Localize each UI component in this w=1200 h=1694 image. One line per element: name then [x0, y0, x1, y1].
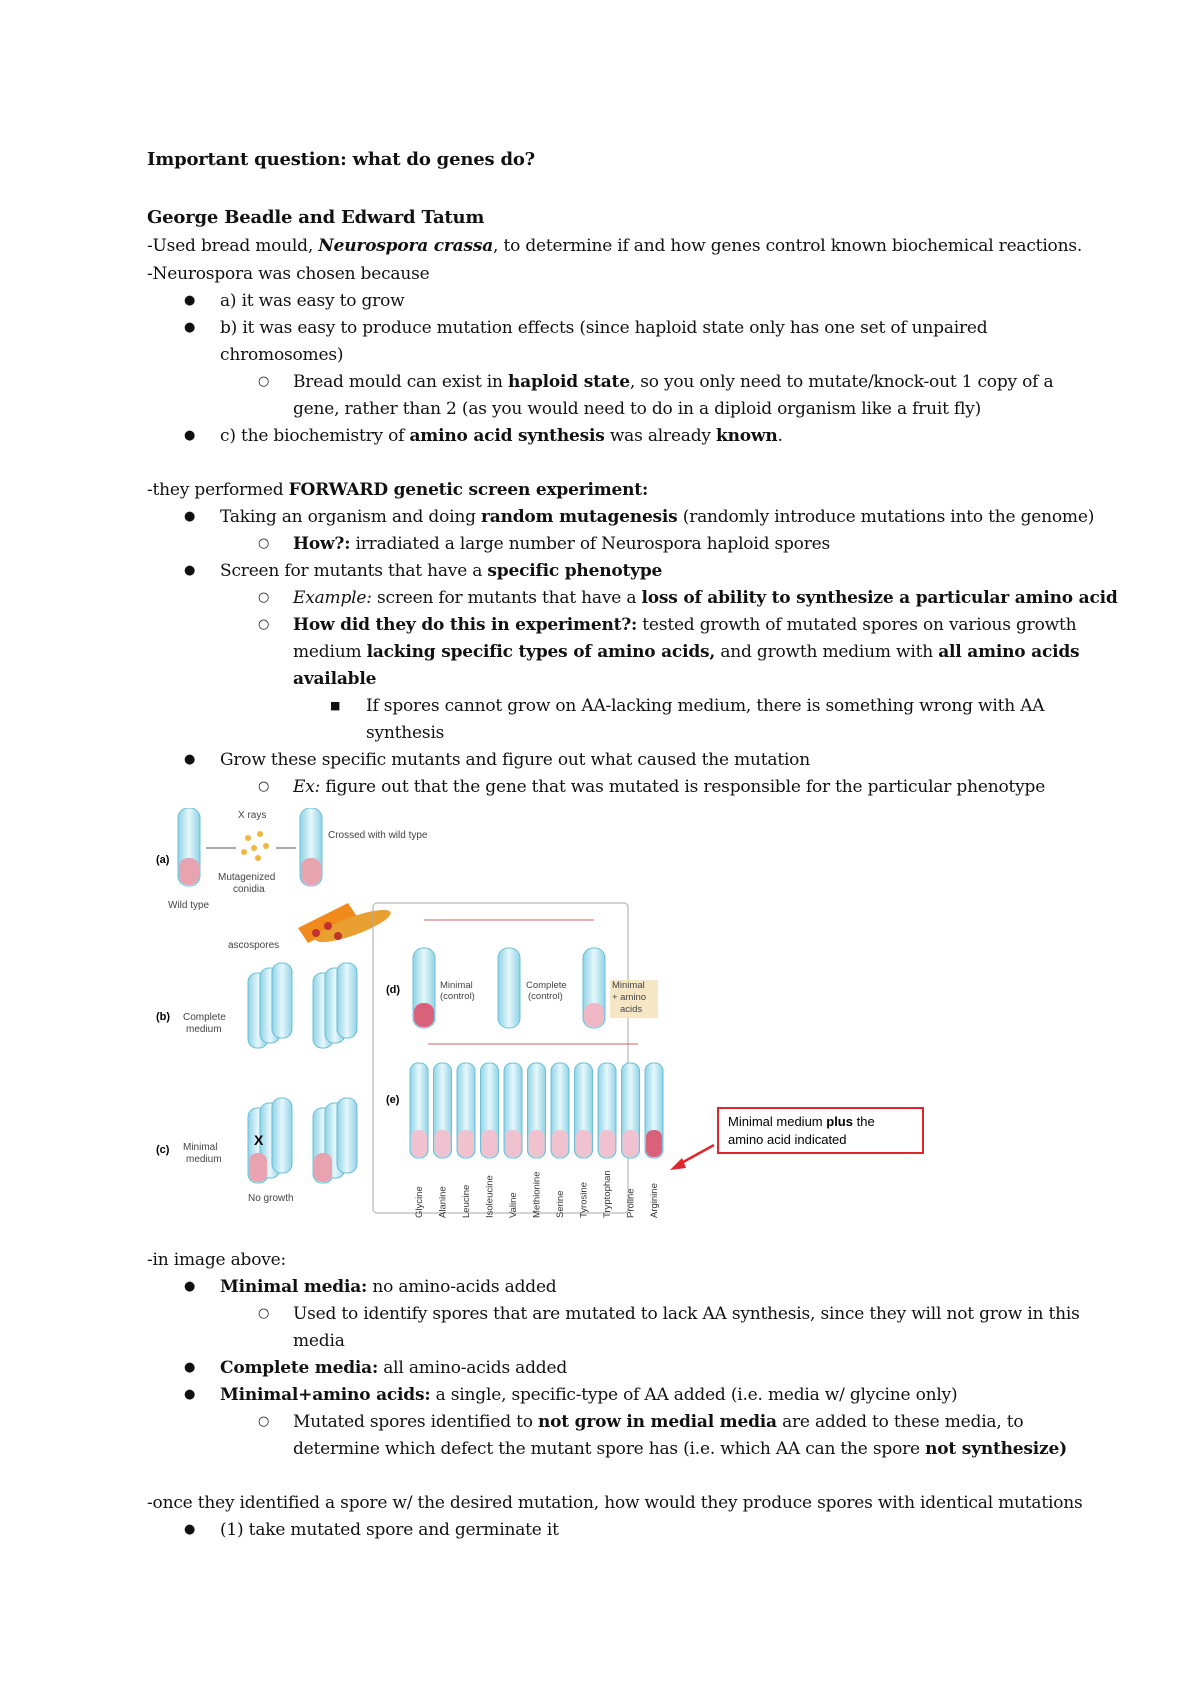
sub-item-experiment: How did they do this in experiment?: tested growth of mutated spores on various growth — [293, 615, 1077, 635]
label-complete-control: Complete — [526, 980, 567, 991]
label-ascospores: ascospores — [228, 940, 280, 951]
sub-item-minimal: Used to identify spores that are mutated to lack AA synthesis, since they will not grow in this — [293, 1304, 1080, 1324]
label-minimal-amino-3: acids — [620, 1004, 643, 1015]
experiment-figure — [148, 808, 938, 1228]
sub-bullet-circle: ○ — [258, 779, 270, 794]
amino-tube-leucine — [457, 1063, 475, 1218]
list-item-screen: Screen for mutants that have a specific phenotype — [220, 561, 663, 581]
amino-tube-alanine — [434, 1063, 452, 1218]
sub-item-haploid: Bread mould can exist in haploid state, so you only need to mutate/knock-out 1 copy of a — [293, 372, 1054, 392]
paragraph-bread-mould: -Used bread mould, Neurospora crassa, to determine if and how genes control known biochemical reactions. — [147, 236, 1083, 256]
amino-label: Arginine — [649, 1183, 660, 1218]
ascospore-cluster — [298, 903, 394, 948]
list-item-minimal: Minimal media: no amino-acids added — [220, 1277, 557, 1297]
amino-tube-isoleucine — [481, 1063, 499, 1218]
list-item-minimal-amino: Minimal+amino acids: a single, specific-type of AA added (i.e. media w/ glycine only) — [220, 1385, 958, 1405]
amino-tube-tyrosine — [575, 1063, 593, 1218]
label-minimal-amino-2: + amino — [612, 992, 647, 1003]
amino-label: Proline — [625, 1188, 637, 1218]
label-mutagenized: Mutagenized — [218, 872, 276, 883]
paragraph-identical-mutations: -once they identified a spore w/ the desired mutation, how would they produce spores with identical mutations — [147, 1493, 1083, 1513]
amino-tube-serine — [551, 1063, 569, 1218]
sub-item-example: Example: screen for mutants that have a loss of ability to synthesize a particular amino acid — [293, 588, 1118, 608]
amino-label: Methionine — [531, 1171, 543, 1218]
list-item-a: a) it was easy to grow — [220, 291, 405, 311]
tube-minimal-control — [413, 948, 435, 1028]
bullet-dot: ● — [184, 428, 196, 443]
tube-group-complete-1 — [248, 963, 292, 1048]
label-conidia: conidia — [233, 884, 265, 895]
amino-tube-glycine — [410, 1063, 428, 1218]
sub-bullet-circle: ○ — [258, 536, 270, 551]
bullet-dot: ● — [184, 320, 196, 335]
tube-complete-control — [498, 948, 520, 1028]
list-item-c: c) the biochemistry of amino acid synthesis was already known. — [220, 426, 783, 446]
no-growth-x: X — [254, 1132, 264, 1148]
callout-line-2: amino acid indicated — [728, 1132, 847, 1147]
label-crossed: Crossed with wild type — [328, 830, 428, 841]
label-b: (b) — [156, 1011, 171, 1023]
amino-label: Isoleucine — [484, 1175, 496, 1218]
label-e: (e) — [386, 1094, 400, 1106]
label-xrays: X rays — [238, 810, 267, 821]
list-item-complete: Complete media: all amino-acids added — [220, 1358, 568, 1378]
amino-tube-tryptophan — [598, 1063, 616, 1218]
label-minimal-control: Minimal — [440, 980, 473, 991]
amino-tube-proline — [622, 1063, 640, 1218]
amino-label: Tryptophan — [602, 1170, 613, 1218]
list-item-b-cont: chromosomes) — [220, 345, 344, 365]
list-item-b: b) it was easy to produce mutation effects (since haploid state only has one set of unpaired — [220, 318, 988, 338]
sub-bullet-circle: ○ — [258, 617, 270, 632]
label-wild-type: Wild type — [168, 900, 210, 911]
bullet-dot: ● — [184, 1360, 196, 1375]
sub-item-experiment-cont: medium lacking specific types of amino acids, and growth medium with all amino acids — [293, 642, 1080, 662]
sub-sub-item-cont: synthesis — [366, 723, 445, 743]
tube-wild-type — [178, 808, 200, 886]
bullet-dot: ● — [184, 1387, 196, 1402]
amino-label: Glycine — [414, 1186, 425, 1218]
sub-bullet-circle: ○ — [258, 590, 270, 605]
amino-acid-tubes — [410, 1063, 663, 1218]
label-no-growth: No growth — [248, 1193, 294, 1204]
paragraph-forward-screen: -they performed FORWARD genetic screen experiment: — [147, 480, 649, 500]
sub-item-experiment-cont2: available — [293, 669, 377, 689]
label-complete-control-2: (control) — [528, 991, 563, 1002]
label-minimal-control-2: (control) — [440, 991, 475, 1002]
sub-item-mutated: Mutated spores identified to not grow in medial media are added to these media, to — [293, 1412, 1024, 1432]
label-c: (c) — [156, 1144, 170, 1156]
paragraph-reason: -Neurospora was chosen because — [147, 264, 430, 284]
label-minimal-medium: medium — [186, 1154, 222, 1165]
bullet-dot: ● — [184, 293, 196, 308]
bullet-dot: ● — [184, 563, 196, 578]
amino-tube-arginine — [645, 1063, 663, 1218]
sub-item-minimal-cont: media — [293, 1331, 345, 1351]
amino-tube-methionine — [528, 1063, 546, 1218]
amino-label: Serine — [555, 1190, 566, 1218]
heading-scientists: George Beadle and Edward Tatum — [147, 207, 485, 228]
sub-bullet-circle: ○ — [258, 1306, 270, 1321]
tube-minimal-amino — [583, 948, 605, 1028]
callout-line-1: Minimal medium plus the — [728, 1114, 875, 1129]
amino-label: Tyrosine — [578, 1182, 590, 1218]
amino-label: Valine — [508, 1192, 519, 1218]
sub-item-how: How?: irradiated a large number of Neurospora haploid spores — [293, 534, 831, 554]
heading-question: Important question: what do genes do? — [147, 149, 536, 170]
bullet-dot: ● — [184, 752, 196, 767]
sub-item-ex: Ex: figure out that the gene that was mutated is responsible for the particular phenotype — [293, 777, 1046, 797]
list-item-grow: Grow these specific mutants and figure out what caused the mutation — [220, 750, 810, 770]
tube-mutagenized — [300, 808, 322, 886]
label-minimal-amino-1: Minimal — [612, 980, 645, 991]
amino-tube-valine — [504, 1063, 522, 1218]
list-item-mutagenesis: Taking an organism and doing random mutagenesis (randomly introduce mutations into the genome) — [220, 507, 1095, 527]
amino-label: Alanine — [437, 1186, 449, 1218]
paragraph-image-above: -in image above: — [147, 1250, 287, 1270]
amino-label: Leucine — [461, 1184, 472, 1218]
list-item-germinate: (1) take mutated spore and germinate it — [220, 1520, 559, 1540]
sub-item-haploid-cont: gene, rather than 2 (as you would need to do in a diploid organism like a fruit fly) — [293, 399, 982, 419]
label-d: (d) — [386, 984, 401, 996]
label-complete: Complete — [183, 1012, 226, 1023]
label-complete-medium: medium — [186, 1024, 222, 1035]
bullet-dot: ● — [184, 509, 196, 524]
sub-item-mutated-cont: determine which defect the mutant spore has (i.e. which AA can the spore not synthesize) — [293, 1439, 1067, 1459]
bullet-dot: ● — [184, 1522, 196, 1537]
conidia-dots — [241, 831, 269, 861]
callout-arrowhead — [670, 1158, 686, 1170]
tube-group-minimal-2 — [313, 1098, 357, 1183]
tube-group-complete-2 — [313, 963, 357, 1048]
sub-sub-bullet-square: ■ — [330, 699, 341, 712]
label-a: (a) — [156, 854, 170, 866]
label-minimal: Minimal — [183, 1142, 218, 1153]
bullet-dot: ● — [184, 1279, 196, 1294]
sub-bullet-circle: ○ — [258, 1414, 270, 1429]
sub-sub-item: If spores cannot grow on AA-lacking medium, there is something wrong with AA — [366, 696, 1045, 716]
sub-bullet-circle: ○ — [258, 374, 270, 389]
